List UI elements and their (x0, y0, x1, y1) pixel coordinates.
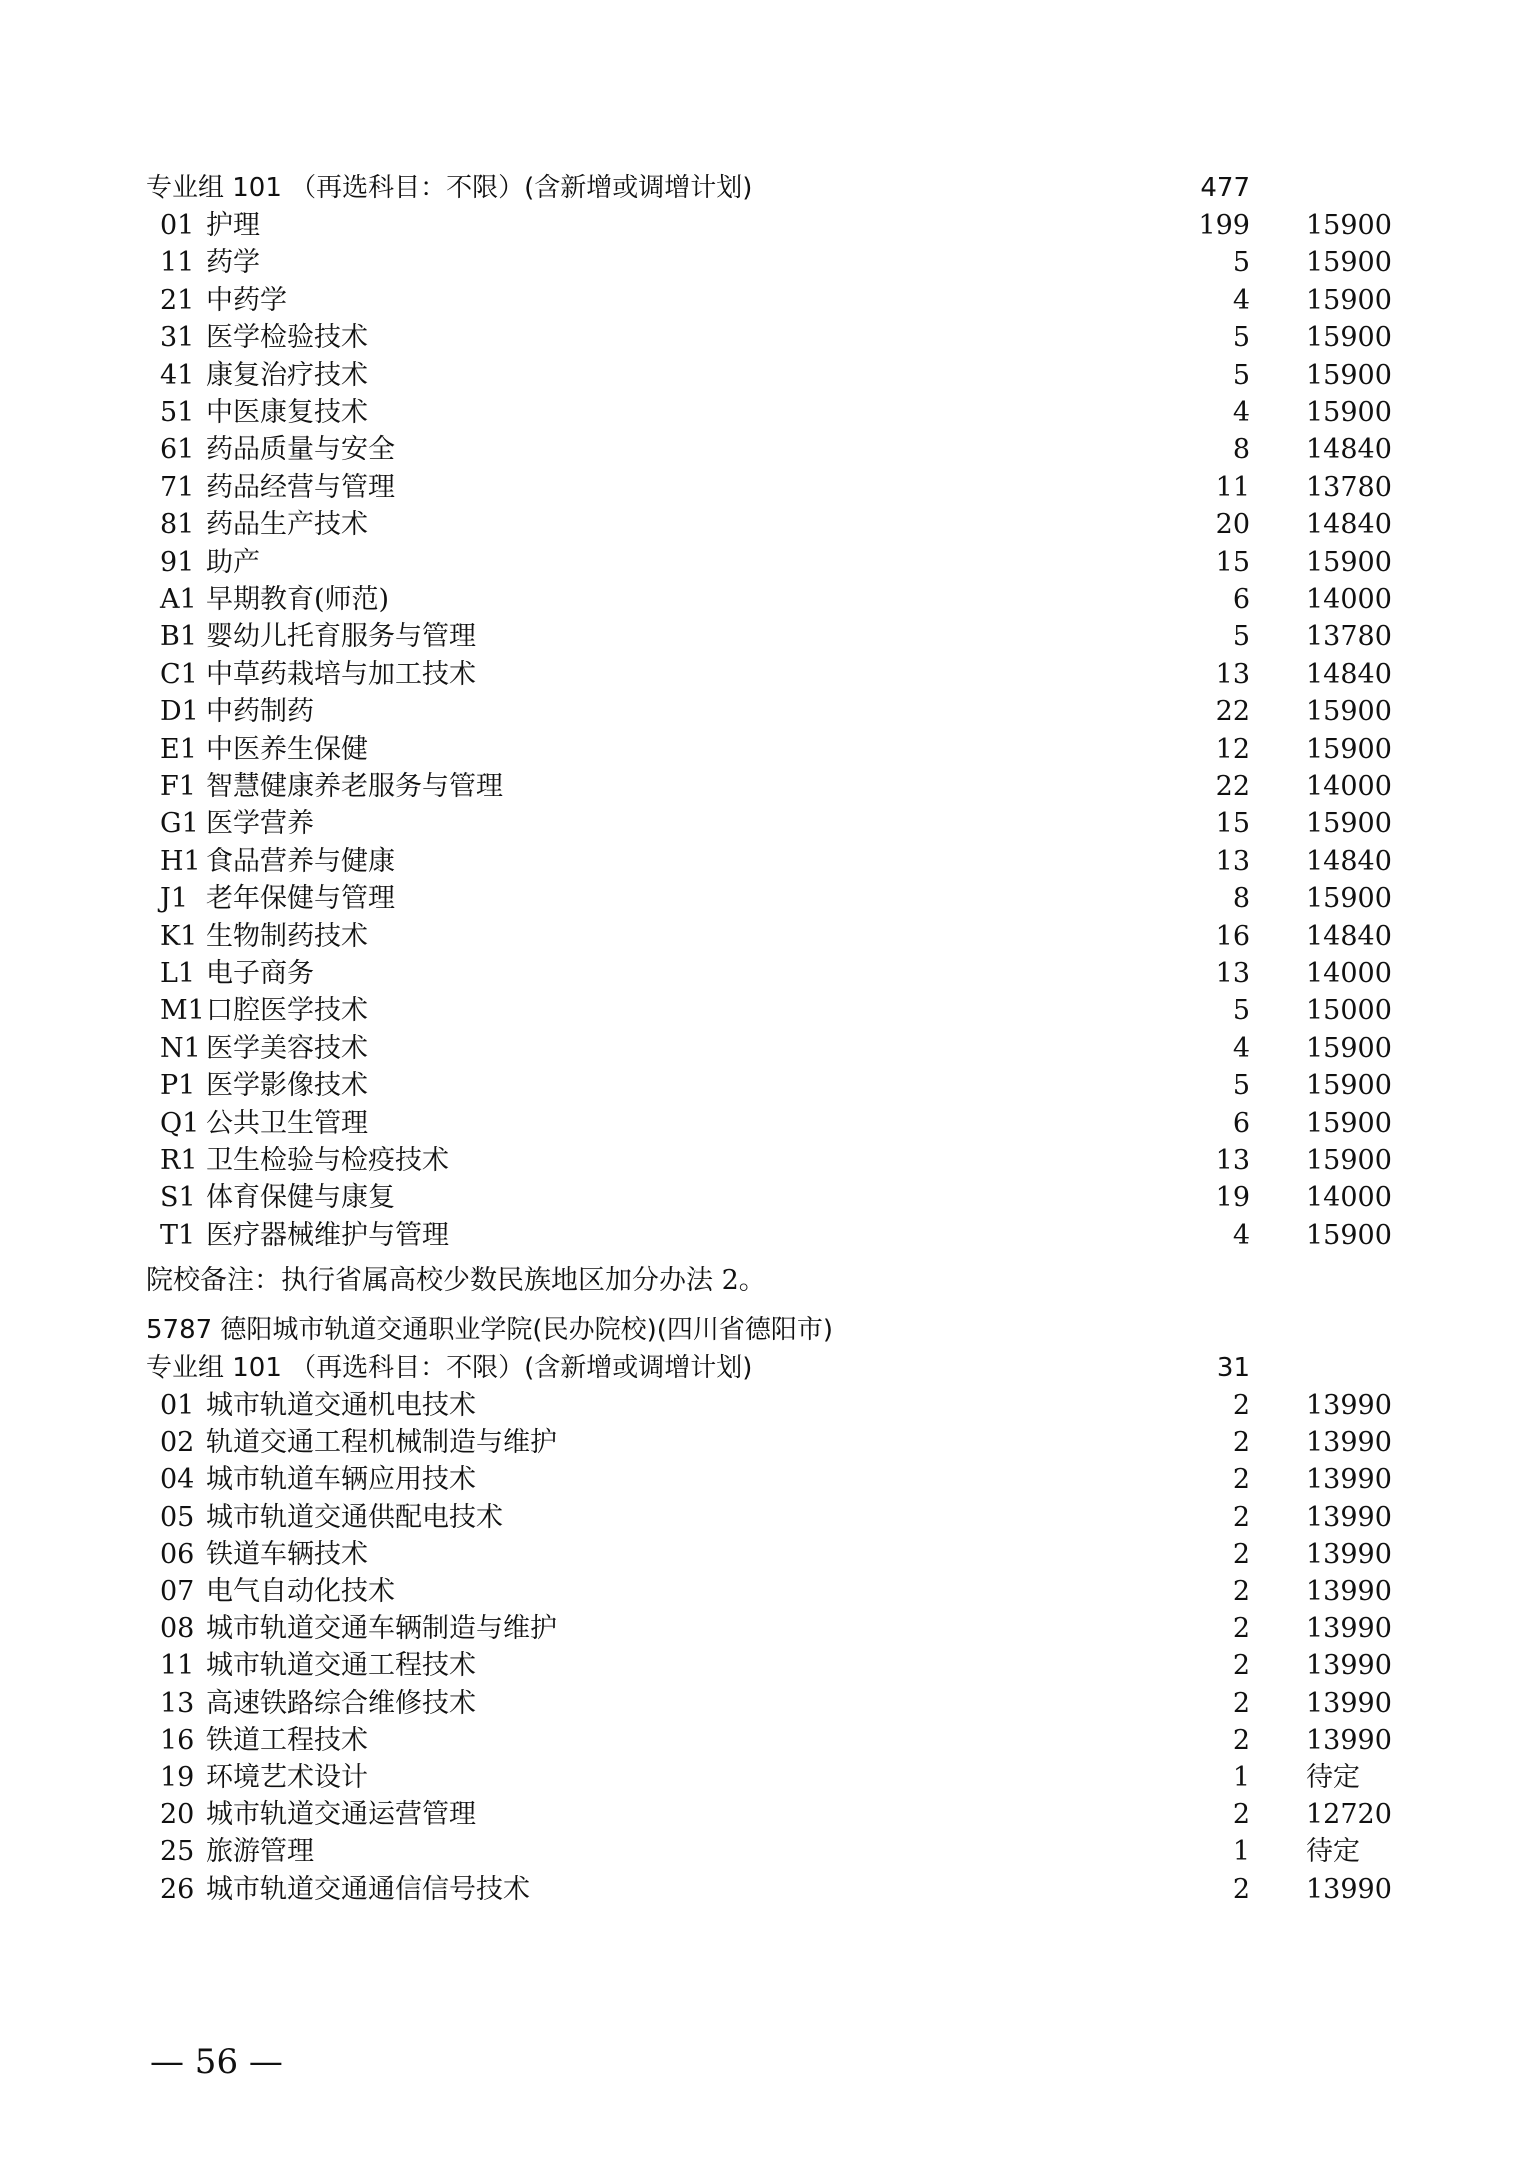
major-code: 25 (160, 1836, 195, 1868)
table-row (0, 693, 1517, 730)
plan-count: 4 (1232, 1032, 1250, 1064)
table-row (0, 1796, 1517, 1833)
plan-count: 5 (1232, 247, 1250, 279)
tuition-fee: 13990 (1306, 1687, 1392, 1719)
tuition-fee: 14840 (1306, 845, 1392, 877)
tuition-fee: 15900 (1306, 1032, 1392, 1064)
major-code: F1 (160, 771, 196, 802)
major-code: C1 (160, 658, 198, 690)
tuition-fee: 13990 (1306, 1427, 1392, 1459)
major-name: 医学营养 (206, 808, 314, 840)
plan-count: 2 (1232, 1724, 1250, 1756)
plan-count: 2 (1232, 1576, 1250, 1607)
table-row (0, 1833, 1517, 1870)
major-code: 01 (160, 1390, 195, 1421)
table-row (0, 618, 1517, 655)
major-name: 电气自动化技术 (206, 1576, 395, 1607)
table-row (0, 1387, 1517, 1424)
major-name: 早期教育(师范) (206, 584, 390, 615)
major-code: H1 (160, 845, 201, 877)
major-code: 07 (160, 1576, 195, 1607)
tuition-fee: 13780 (1306, 621, 1392, 653)
plan-count: 4 (1232, 1219, 1250, 1251)
table-row (0, 880, 1517, 917)
plan-count: 11 (1215, 471, 1250, 503)
tuition-fee: 15900 (1306, 247, 1392, 279)
table-row (0, 918, 1517, 955)
major-name: 婴幼儿托育服务与管理 (206, 621, 476, 653)
tuition-fee: 15900 (1306, 883, 1392, 915)
major-code: 61 (160, 434, 195, 466)
major-code: 13 (160, 1687, 195, 1719)
table-row (0, 768, 1517, 805)
tuition-fee: 13990 (1306, 1464, 1392, 1496)
table-row (0, 1424, 1517, 1461)
table-row (0, 1722, 1517, 1759)
major-name: 中草药栽培与加工技术 (206, 658, 476, 690)
plan-count: 15 (1215, 808, 1250, 840)
major-name: 铁道车辆技术 (206, 1538, 368, 1570)
plan-count: 13 (1215, 958, 1250, 989)
table-row (0, 1759, 1517, 1796)
table-row (0, 282, 1517, 319)
tuition-fee: 12720 (1306, 1799, 1392, 1831)
table-row (0, 207, 1517, 244)
major-code: E1 (160, 733, 197, 765)
major-code: Q1 (160, 1107, 200, 1139)
plan-count: 4 (1232, 284, 1250, 316)
tuition-fee: 14840 (1306, 920, 1392, 952)
tuition-fee: 15900 (1306, 546, 1392, 578)
plan-count: 12 (1215, 733, 1250, 765)
plan-count: 2 (1232, 1538, 1250, 1570)
institution-name: 5787 德阳城市轨道交通职业学院(民办院校)(四川省德阳市) (146, 1315, 834, 1345)
plan-count: 13 (1215, 845, 1250, 877)
major-code: 06 (160, 1538, 195, 1570)
plan-count: 2 (1232, 1427, 1250, 1459)
major-name: 旅游管理 (206, 1836, 314, 1868)
major-name: 高速铁路综合维修技术 (206, 1687, 476, 1719)
tuition-fee: 13990 (1306, 1724, 1392, 1756)
major-name: 护理 (206, 210, 260, 241)
major-name: 体育保健与康复 (206, 1182, 395, 1214)
tuition-fee: 15900 (1306, 696, 1392, 728)
plan-count: 19 (1215, 1182, 1250, 1214)
major-name: 环境艺术设计 (206, 1762, 368, 1793)
plan-count: 2 (1232, 1390, 1250, 1421)
table-row (0, 955, 1517, 992)
major-name: 城市轨道车辆应用技术 (206, 1464, 476, 1496)
tuition-fee: 14840 (1306, 434, 1392, 466)
plan-count: 5 (1232, 621, 1250, 653)
major-name: 卫生检验与检疫技术 (206, 1145, 449, 1176)
major-name: 城市轨道交通通信信号技术 (206, 1873, 530, 1905)
group-header (0, 170, 1517, 207)
table-row (0, 1499, 1517, 1536)
tuition-fee: 15900 (1306, 359, 1392, 391)
major-name: 药品经营与管理 (206, 471, 395, 503)
major-code: L1 (160, 958, 196, 989)
plan-count: 2 (1232, 1501, 1250, 1533)
major-code: T1 (160, 1219, 196, 1251)
major-name: 生物制药技术 (206, 920, 368, 952)
table-row (0, 1030, 1517, 1067)
major-code: D1 (160, 696, 199, 728)
plan-count: 5 (1232, 995, 1250, 1027)
tuition-fee: 15900 (1306, 1219, 1392, 1251)
table-row (0, 992, 1517, 1029)
table-row (0, 469, 1517, 506)
table-row (0, 656, 1517, 693)
tuition-fee: 待定 (1306, 1762, 1360, 1793)
table-row (0, 1217, 1517, 1254)
major-code: R1 (160, 1145, 198, 1176)
major-code: N1 (160, 1032, 201, 1064)
plan-count: 15 (1215, 546, 1250, 578)
table-row (0, 244, 1517, 281)
major-code: P1 (160, 1070, 196, 1102)
table-row (0, 1871, 1517, 1908)
major-name: 轨道交通工程机械制造与维护 (206, 1427, 557, 1459)
major-name: 智慧健康养老服务与管理 (206, 771, 503, 802)
major-name: 中医康复技术 (206, 397, 368, 428)
major-name: 中医养生保健 (206, 733, 368, 765)
group-header-text: 专业组 101 （再选科目：不限）(含新增或调增计划) (146, 173, 753, 203)
plan-count: 6 (1232, 1107, 1250, 1139)
major-name: 城市轨道交通运营管理 (206, 1799, 476, 1831)
plan-count: 199 (1198, 210, 1250, 241)
plan-count: 2 (1232, 1650, 1250, 1682)
major-code: 71 (160, 471, 195, 503)
tuition-fee: 13780 (1306, 471, 1392, 503)
table-row (0, 506, 1517, 543)
major-name: 康复治疗技术 (206, 359, 368, 391)
tuition-fee: 13990 (1306, 1650, 1392, 1682)
major-code: 11 (160, 1650, 195, 1682)
table-row (0, 1142, 1517, 1179)
group-total: 477 (1200, 173, 1250, 203)
group-total: 31 (1216, 1353, 1250, 1383)
major-name: 医学影像技术 (206, 1070, 368, 1102)
tuition-fee: 待定 (1306, 1836, 1360, 1868)
table-row (0, 1067, 1517, 1104)
major-code: M1 (160, 995, 205, 1027)
plan-count: 4 (1232, 397, 1250, 428)
plan-count: 2 (1232, 1873, 1250, 1905)
table-row (0, 544, 1517, 581)
major-code: 81 (160, 509, 195, 541)
plan-count: 5 (1232, 359, 1250, 391)
table-row (0, 1536, 1517, 1573)
major-code: 05 (160, 1501, 195, 1533)
plan-count: 2 (1232, 1687, 1250, 1719)
tuition-fee: 13990 (1306, 1538, 1392, 1570)
major-name: 中药学 (206, 284, 287, 316)
tuition-fee: 15900 (1306, 210, 1392, 241)
table-row (0, 357, 1517, 394)
institution-header (0, 1312, 1517, 1349)
plan-count: 5 (1232, 322, 1250, 354)
tuition-fee: 14000 (1306, 584, 1392, 615)
major-code: 41 (160, 359, 195, 391)
plan-count: 5 (1232, 1070, 1250, 1102)
tuition-fee: 15900 (1306, 1107, 1392, 1139)
note-text: 院校备注：执行省属高校少数民族地区加分办法 2。 (146, 1265, 766, 1296)
major-name: 老年保健与管理 (206, 883, 395, 915)
table-row (0, 1105, 1517, 1142)
tuition-fee: 13990 (1306, 1501, 1392, 1533)
plan-count: 8 (1232, 434, 1250, 466)
plan-count: 22 (1215, 696, 1250, 728)
major-name: 公共卫生管理 (206, 1107, 368, 1139)
table-row (0, 1179, 1517, 1216)
major-code: 20 (160, 1799, 195, 1831)
tuition-fee: 15900 (1306, 322, 1392, 354)
table-row (0, 1461, 1517, 1498)
major-name: 药学 (206, 247, 260, 279)
plan-count: 1 (1232, 1836, 1250, 1868)
table-row (0, 1610, 1517, 1647)
tuition-fee: 15900 (1306, 1145, 1392, 1176)
tuition-fee: 15900 (1306, 397, 1392, 428)
major-name: 药品生产技术 (206, 509, 368, 541)
major-code: 01 (160, 210, 195, 241)
major-code: 02 (160, 1427, 195, 1459)
table-row (0, 319, 1517, 356)
table-row (0, 1647, 1517, 1684)
plan-count: 6 (1232, 584, 1250, 615)
major-code: J1 (160, 883, 189, 915)
group-header-text: 专业组 101 （再选科目：不限）(含新增或调增计划) (146, 1353, 753, 1383)
major-code: 08 (160, 1613, 195, 1645)
major-code: K1 (160, 920, 198, 952)
institution-note (0, 1262, 1517, 1299)
table-row (0, 1685, 1517, 1722)
tuition-fee: 13990 (1306, 1390, 1392, 1421)
major-code: 51 (160, 397, 195, 428)
plan-count: 13 (1215, 1145, 1250, 1176)
page-number: — 56 — (150, 2042, 283, 2082)
major-name: 中药制药 (206, 696, 314, 728)
plan-count: 2 (1232, 1613, 1250, 1645)
plan-count: 22 (1215, 771, 1250, 802)
major-name: 药品质量与安全 (206, 434, 395, 466)
table-row (0, 581, 1517, 618)
major-name: 助产 (206, 546, 260, 578)
tuition-fee: 14840 (1306, 658, 1392, 690)
major-name: 城市轨道交通车辆制造与维护 (206, 1613, 557, 1645)
major-code: A1 (160, 584, 197, 615)
major-name: 医学检验技术 (206, 322, 368, 354)
major-code: 04 (160, 1464, 195, 1496)
table-row (0, 394, 1517, 431)
tuition-fee: 14000 (1306, 771, 1392, 802)
plan-count: 2 (1232, 1799, 1250, 1831)
table-row (0, 843, 1517, 880)
major-code: 11 (160, 247, 195, 279)
table-row (0, 805, 1517, 842)
major-code: S1 (160, 1182, 196, 1214)
major-code: 26 (160, 1873, 195, 1905)
major-name: 城市轨道交通供配电技术 (206, 1501, 503, 1533)
major-code: G1 (160, 808, 199, 840)
tuition-fee: 14000 (1306, 1182, 1392, 1214)
plan-count: 16 (1215, 920, 1250, 952)
major-code: B1 (160, 621, 198, 653)
plan-count: 20 (1215, 509, 1250, 541)
tuition-fee: 15900 (1306, 733, 1392, 765)
major-code: 16 (160, 1724, 195, 1756)
tuition-fee: 14000 (1306, 958, 1392, 989)
plan-count: 13 (1215, 658, 1250, 690)
tuition-fee: 13990 (1306, 1576, 1392, 1607)
major-code: 91 (160, 546, 195, 578)
plan-count: 2 (1232, 1464, 1250, 1496)
tuition-fee: 13990 (1306, 1873, 1392, 1905)
plan-count: 1 (1232, 1762, 1250, 1793)
table-row (0, 431, 1517, 468)
tuition-fee: 13990 (1306, 1613, 1392, 1645)
major-name: 医学美容技术 (206, 1032, 368, 1064)
table-row (0, 731, 1517, 768)
tuition-fee: 15000 (1306, 995, 1392, 1027)
group-header (0, 1350, 1517, 1387)
major-name: 城市轨道交通机电技术 (206, 1390, 476, 1421)
major-code: 19 (160, 1762, 195, 1793)
major-name: 城市轨道交通工程技术 (206, 1650, 476, 1682)
table-row (0, 1573, 1517, 1610)
major-name: 食品营养与健康 (206, 845, 395, 877)
tuition-fee: 14840 (1306, 509, 1392, 541)
major-name: 铁道工程技术 (206, 1724, 368, 1756)
tuition-fee: 15900 (1306, 808, 1392, 840)
major-code: 31 (160, 322, 195, 354)
major-name: 口腔医学技术 (206, 995, 368, 1027)
major-code: 21 (160, 284, 195, 316)
tuition-fee: 15900 (1306, 284, 1392, 316)
tuition-fee: 15900 (1306, 1070, 1392, 1102)
major-name: 医疗器械维护与管理 (206, 1219, 449, 1251)
major-name: 电子商务 (206, 958, 314, 989)
plan-count: 8 (1232, 883, 1250, 915)
